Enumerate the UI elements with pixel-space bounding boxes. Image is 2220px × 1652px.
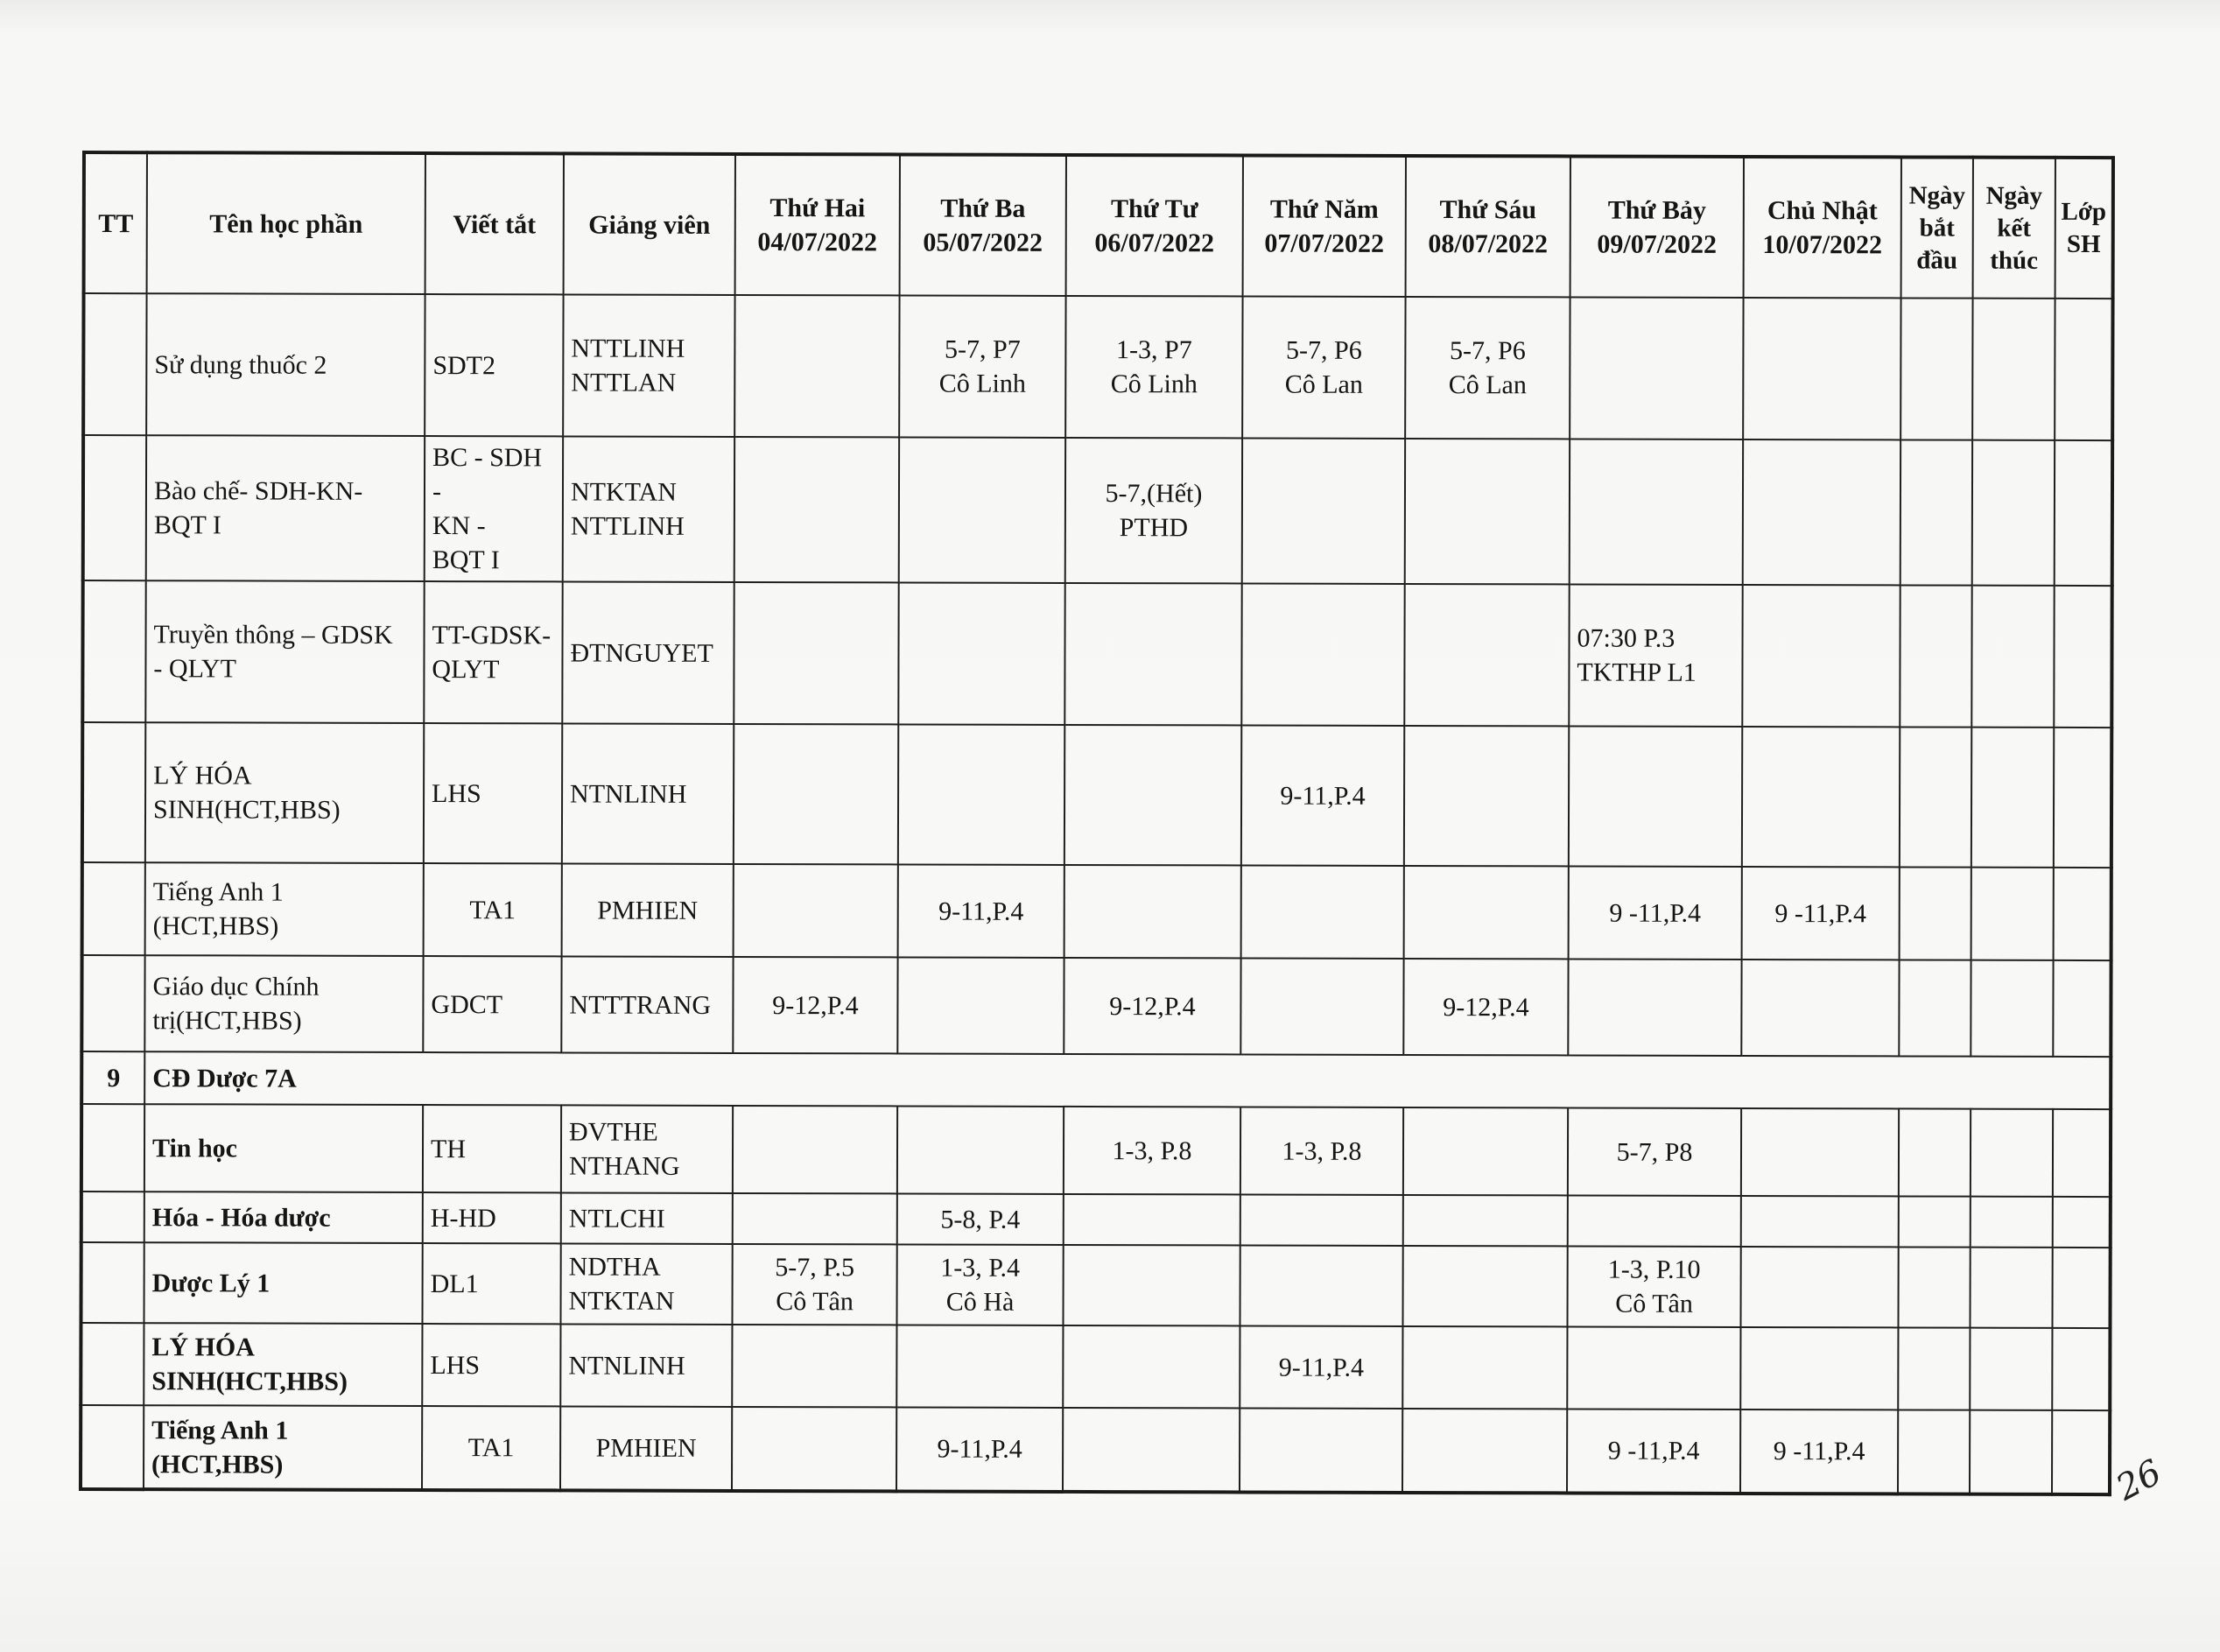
course-abbr: TT-GDSK- QLYT xyxy=(424,581,562,723)
day-cell-tue xyxy=(896,1325,1063,1407)
start-date xyxy=(1898,1409,1970,1494)
table-row xyxy=(83,293,2112,440)
day-cell-thu xyxy=(1240,1194,1403,1245)
row-tt xyxy=(82,580,145,722)
course-teacher: ĐVTHE NTHANG xyxy=(561,1105,733,1193)
class-sh xyxy=(2054,586,2111,728)
start-date xyxy=(1898,1247,1970,1327)
day-cell-sun xyxy=(1740,1327,1898,1409)
day-cell-sun xyxy=(1742,727,1900,867)
header-end: Ngày kết thúc xyxy=(1973,158,2055,299)
course-name: Dược Lý 1 xyxy=(144,1242,422,1324)
course-abbr: TA1 xyxy=(424,863,562,956)
day-cell-sat: 5-7, P8 xyxy=(1568,1107,1741,1196)
end-date xyxy=(1971,1109,2053,1197)
day-cell-mon xyxy=(734,582,898,724)
header-day-fri: Thứ Sáu 08/07/2022 xyxy=(1406,156,1570,297)
course-name: Tiếng Anh 1 (HCT,HBS) xyxy=(144,1405,422,1490)
day-cell-wed: 5-7,(Hết) PTHD xyxy=(1065,438,1242,584)
day-cell-mon xyxy=(733,1106,897,1193)
header-day-thu: Thứ Năm 07/07/2022 xyxy=(1243,155,1406,296)
day-cell-thu xyxy=(1241,583,1404,725)
class-sh xyxy=(2054,728,2111,868)
course-name: Truyền thông – GDSK - QLYT xyxy=(145,580,424,723)
day-cell-wed xyxy=(1063,1245,1240,1326)
table-row xyxy=(81,1104,2111,1197)
day-cell-sun xyxy=(1743,298,1900,439)
day-cell-tue xyxy=(898,724,1064,864)
day-cell-fri xyxy=(1404,584,1569,726)
row-tt xyxy=(83,435,146,580)
day-cell-sun xyxy=(1741,1196,1899,1247)
course-name: Tin học xyxy=(144,1104,423,1192)
course-name: LÝ HÓA SINH(HCT,HBS) xyxy=(144,1323,422,1406)
day-cell-thu xyxy=(1240,958,1403,1054)
row-tt xyxy=(81,1405,144,1489)
day-cell-wed xyxy=(1064,583,1241,726)
row-tt xyxy=(81,1104,144,1192)
day-cell-fri xyxy=(1403,1107,1568,1195)
row-tt xyxy=(82,722,145,862)
header-row xyxy=(84,152,2113,299)
day-cell-mon xyxy=(732,1325,896,1407)
day-cell-sat xyxy=(1568,959,1741,1056)
course-name: Bào chế- SDH-KN- BQT I xyxy=(146,435,425,581)
header-abbr: Viết tắt xyxy=(425,153,564,294)
day-cell-thu: 9-11,P.4 xyxy=(1241,725,1404,865)
table-row xyxy=(81,1323,2110,1410)
course-teacher: NTLCHI xyxy=(561,1192,733,1244)
day-cell-fri xyxy=(1404,726,1569,866)
class-sh xyxy=(2053,1109,2111,1197)
day-cell-sun xyxy=(1740,1247,1898,1327)
day-cell-sat: 07:30 P.3 TKTHP L1 xyxy=(1569,584,1742,727)
table-row xyxy=(81,1405,2110,1494)
day-cell-sat: 9 -11,P.4 xyxy=(1569,866,1742,960)
day-cell-wed xyxy=(1064,725,1241,866)
day-cell-thu xyxy=(1241,865,1404,958)
end-date xyxy=(1971,728,2054,868)
class-sh xyxy=(2055,440,2112,586)
header-day-sat: Thứ Bảy 09/07/2022 xyxy=(1570,156,1744,298)
day-cell-thu: 1-3, P.8 xyxy=(1240,1107,1403,1194)
day-cell-wed xyxy=(1063,1325,1240,1409)
day-cell-thu xyxy=(1240,1245,1402,1325)
course-abbr: SDT2 xyxy=(425,294,563,436)
course-teacher: ĐTNGUYET xyxy=(562,581,734,724)
day-cell-mon xyxy=(734,724,898,864)
course-abbr: TA1 xyxy=(422,1406,560,1490)
group-number: 9 xyxy=(81,1051,144,1104)
start-date xyxy=(1899,960,1971,1056)
table-row xyxy=(82,722,2111,868)
row-tt xyxy=(81,955,144,1051)
start-date xyxy=(1900,867,1971,960)
day-cell-tue xyxy=(897,957,1064,1053)
header-day-mon: Thứ Hai 04/07/2022 xyxy=(735,154,900,295)
row-tt xyxy=(82,862,145,955)
start-date xyxy=(1899,1196,1971,1247)
day-cell-sat: 9 -11,P.4 xyxy=(1567,1409,1740,1494)
day-cell-sat xyxy=(1569,726,1742,867)
header-class: Lớp SH xyxy=(2055,158,2113,299)
table-row xyxy=(81,1192,2111,1248)
day-cell-sun: 9 -11,P.4 xyxy=(1740,1409,1898,1494)
class-sh xyxy=(2052,1328,2110,1410)
course-name: Hóa - Hóa dược xyxy=(144,1192,423,1243)
course-name: LÝ HÓA SINH(HCT,HBS) xyxy=(145,722,424,863)
course-abbr: TH xyxy=(423,1105,561,1192)
header-teacher: Giảng viên xyxy=(564,153,735,295)
table-row xyxy=(81,1242,2110,1328)
day-cell-tue: 9-11,P.4 xyxy=(898,864,1064,957)
day-cell-sat: 1-3, P.10 Cô Tân xyxy=(1567,1246,1740,1327)
page-number-handwritten: 26 xyxy=(2110,1452,2168,1509)
day-cell-sat xyxy=(1570,439,1743,585)
day-cell-thu: 5-7, P6 Cô Lan xyxy=(1242,296,1405,438)
course-abbr: LHS xyxy=(422,1324,560,1406)
start-date xyxy=(1898,1327,1970,1409)
course-name: Giáo dục Chính trị(HCT,HBS) xyxy=(144,955,423,1052)
start-date xyxy=(1899,1108,1971,1196)
day-cell-sun xyxy=(1742,585,1900,727)
day-cell-wed: 1-3, P7 Cô Linh xyxy=(1065,296,1242,439)
day-cell-fri xyxy=(1404,866,1569,959)
row-tt xyxy=(83,293,146,435)
day-cell-sat xyxy=(1567,1326,1740,1409)
group-label: CĐ Dược 7A xyxy=(144,1051,2111,1109)
day-cell-mon xyxy=(734,437,899,582)
course-abbr: DL1 xyxy=(422,1243,560,1324)
end-date xyxy=(1971,868,2054,960)
course-name: Tiếng Anh 1 (HCT,HBS) xyxy=(145,862,424,956)
day-cell-sun xyxy=(1743,439,1900,585)
end-date xyxy=(1971,586,2054,728)
day-cell-thu: 9-11,P.4 xyxy=(1240,1325,1402,1408)
class-sh xyxy=(2052,1410,2110,1494)
day-cell-mon xyxy=(734,295,899,437)
course-teacher: NTKTAN NTTLINH xyxy=(563,436,734,582)
course-abbr: GDCT xyxy=(423,956,561,1052)
course-abbr: BC - SDH - KN - BQT I xyxy=(425,436,563,581)
class-sh xyxy=(2055,299,2112,440)
class-group-row xyxy=(81,1051,2111,1109)
table-row xyxy=(83,435,2112,586)
header-name: Tên học phần xyxy=(147,152,425,294)
end-date xyxy=(1971,960,2053,1057)
course-teacher: NTNLINH xyxy=(560,1324,732,1407)
day-cell-fri xyxy=(1402,1409,1567,1493)
course-teacher: NTTTRANG xyxy=(561,956,733,1053)
course-name: Sử dụng thuốc 2 xyxy=(146,293,425,436)
end-date xyxy=(1970,1328,2052,1410)
end-date xyxy=(1970,1248,2052,1328)
end-date xyxy=(1972,299,2055,440)
day-cell-fri: 9-12,P.4 xyxy=(1403,959,1568,1055)
day-cell-mon xyxy=(734,864,898,957)
day-cell-tue xyxy=(899,437,1065,582)
start-date xyxy=(1900,727,1971,867)
table-row xyxy=(82,862,2111,960)
day-cell-sun xyxy=(1741,960,1899,1056)
row-tt xyxy=(81,1323,144,1405)
day-cell-tue xyxy=(898,582,1064,724)
end-date xyxy=(1971,1197,2053,1248)
row-tt xyxy=(81,1192,144,1242)
day-cell-sun xyxy=(1741,1108,1899,1196)
header-tt: TT xyxy=(84,152,147,293)
start-date xyxy=(1900,298,1972,439)
day-cell-sat xyxy=(1568,1195,1741,1247)
day-cell-fri xyxy=(1402,1246,1567,1326)
day-cell-wed: 9-12,P.4 xyxy=(1064,958,1240,1055)
header-day-tue: Thứ Ba 05/07/2022 xyxy=(900,154,1066,295)
class-sh xyxy=(2054,868,2111,960)
class-sh xyxy=(2053,960,2111,1057)
end-date xyxy=(1970,1410,2052,1494)
start-date xyxy=(1900,585,1971,727)
day-cell-fri: 5-7, P6 Cô Lan xyxy=(1405,297,1570,439)
course-teacher: NDTHA NTKTAN xyxy=(560,1243,732,1325)
start-date xyxy=(1900,439,1972,585)
day-cell-wed xyxy=(1064,865,1241,959)
course-teacher: PMHIEN xyxy=(560,1406,732,1491)
course-abbr: H-HD xyxy=(423,1192,561,1243)
header-day-sun: Chủ Nhật 10/07/2022 xyxy=(1744,157,1901,298)
day-cell-wed xyxy=(1064,1194,1240,1246)
table-row xyxy=(81,955,2111,1057)
day-cell-tue: 1-3, P.4 Cô Hà xyxy=(896,1244,1063,1325)
day-cell-mon xyxy=(733,1193,897,1244)
day-cell-fri xyxy=(1405,439,1570,584)
header-day-wed: Thứ Tư 06/07/2022 xyxy=(1066,155,1243,297)
day-cell-thu xyxy=(1242,438,1405,583)
course-abbr: LHS xyxy=(424,723,562,863)
end-date xyxy=(1972,440,2055,586)
day-cell-wed: 1-3, P.8 xyxy=(1064,1107,1240,1195)
day-cell-wed xyxy=(1063,1408,1240,1493)
course-teacher: NTNLINH xyxy=(562,723,734,864)
day-cell-tue: 9-11,P.4 xyxy=(896,1407,1063,1491)
day-cell-fri xyxy=(1403,1195,1568,1246)
course-teacher: NTTLINH NTTLAN xyxy=(563,294,734,437)
class-sh xyxy=(2053,1197,2111,1248)
day-cell-tue: 5-7, P7 Cô Linh xyxy=(899,295,1065,437)
day-cell-sat xyxy=(1570,297,1743,439)
day-cell-mon xyxy=(732,1407,896,1491)
day-cell-tue xyxy=(897,1106,1064,1193)
row-tt xyxy=(81,1242,144,1323)
day-cell-tue: 5-8, P.4 xyxy=(897,1193,1064,1244)
day-cell-fri xyxy=(1402,1326,1567,1409)
course-teacher: PMHIEN xyxy=(562,863,734,957)
day-cell-sun: 9 -11,P.4 xyxy=(1742,867,1900,960)
day-cell-mon: 5-7, P.5 Cô Tân xyxy=(732,1244,896,1325)
day-cell-thu xyxy=(1240,1408,1402,1492)
table-row xyxy=(82,580,2111,728)
header-start: Ngày bắt đầu xyxy=(1901,157,1973,298)
schedule-table xyxy=(79,151,2115,1496)
day-cell-mon: 9-12,P.4 xyxy=(733,957,897,1053)
class-sh xyxy=(2052,1248,2110,1328)
